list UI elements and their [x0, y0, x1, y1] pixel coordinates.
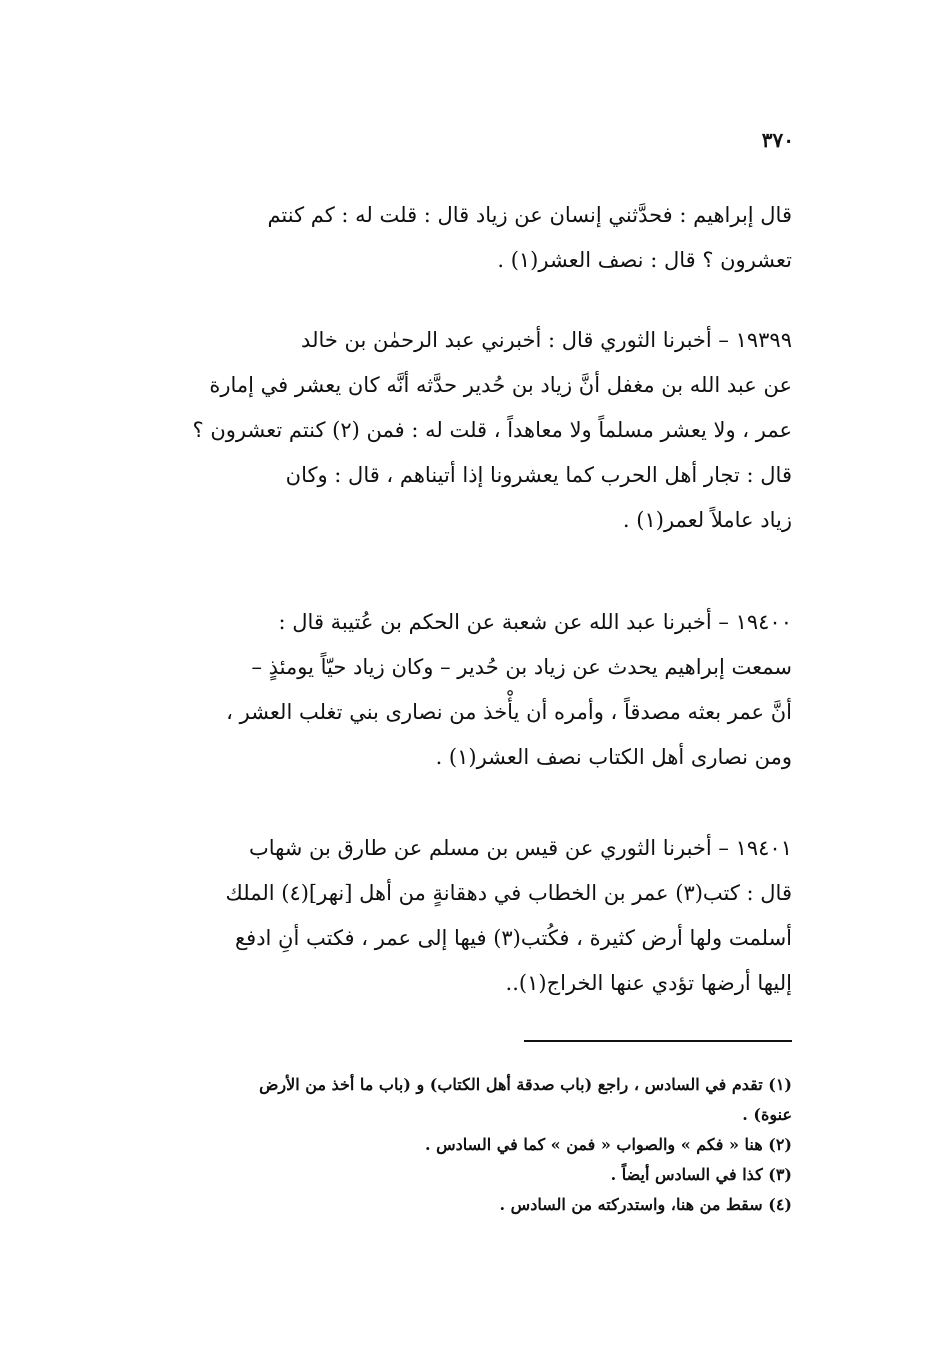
- text-line: قال إبراهيم : فحدَّثني إنسان عن زياد قال : قلت له : كم كنتم: [267, 203, 792, 227]
- text-line: قال : كتب(٣) عمر بن الخطاب في دهقانةٍ من أهل [نهر](٤) الملك: [225, 881, 792, 905]
- text-line: أنَّ عمر بعثه مصدقاً ، وأمره أن يأْخذ من نصارى بني تغلب العشر ،: [226, 700, 792, 724]
- paragraph-19399: [116, 318, 792, 543]
- text-line: ١٩٣٩٩ – أخبرنا الثوري قال : أخبرني عبد الرحمٰن بن خالد: [301, 328, 792, 352]
- text-line: ١٩٤٠٠ – أخبرنا عبد الله عن شعبة عن الحكم بن عُتيبة قال :: [278, 610, 792, 634]
- text-line: عمر ، ولا يعشر مسلماً ولا معاهداً ، قلت له : فمن (٢) كنتم تعشرون ؟: [192, 418, 792, 442]
- text-line: أسلمت ولها أرض كثيرة ، فكُتب(٣) فيها إلى عمر ، فكتب أنِ ادفع: [234, 926, 792, 950]
- footnote-1-continuation: عنوة) .: [742, 1105, 792, 1124]
- footnote-4: (٤) سقط من هنا، واستدركته من السادس .: [499, 1195, 792, 1214]
- paragraph-intro: [116, 193, 792, 283]
- text-line: زياد عاملاً لعمر(١) .: [622, 508, 792, 532]
- footnote-2: (٢) هنا « فكم » والصواب « فمن » كما في السادس .: [424, 1135, 792, 1154]
- footnote-divider: [524, 1040, 792, 1042]
- text-line: عن عبد الله بن مغفل أنَّ زياد بن حُدير حدَّثه أنَّه كان يعشر في إمارة: [209, 373, 792, 397]
- paragraph-19401: [116, 826, 792, 1006]
- footnote-3: (٣) كذا في السادس أيضاً .: [610, 1165, 792, 1184]
- text-line: ومن نصارى أهل الكتاب نصف العشر(١) .: [435, 745, 792, 769]
- footnotes: [116, 1070, 792, 1220]
- text-line: قال : تجار أهل الحرب كما يعشرونا إذا أتيناهم ، قال : وكان: [285, 463, 792, 487]
- page-number: ٣٧٠: [761, 128, 794, 152]
- text-line: ١٩٤٠١ – أخبرنا الثوري عن قيس بن مسلم عن طارق بن شهاب: [248, 836, 792, 860]
- paragraph-19400: [116, 600, 792, 780]
- text-line: سمعت إبراهيم يحدث عن زياد بن حُدير – وكان زياد حيّاً يومئذٍ –: [251, 655, 792, 679]
- text-line: تعشرون ؟ قال : نصف العشر(١) .: [497, 248, 792, 272]
- footnote-1: (١) تقدم في السادس ، راجع (باب صدقة أهل الكتاب) و (باب ما أخذ من الأرض: [259, 1075, 792, 1094]
- text-line: إليها أرضها تؤدي عنها الخراج(١)..: [505, 971, 792, 995]
